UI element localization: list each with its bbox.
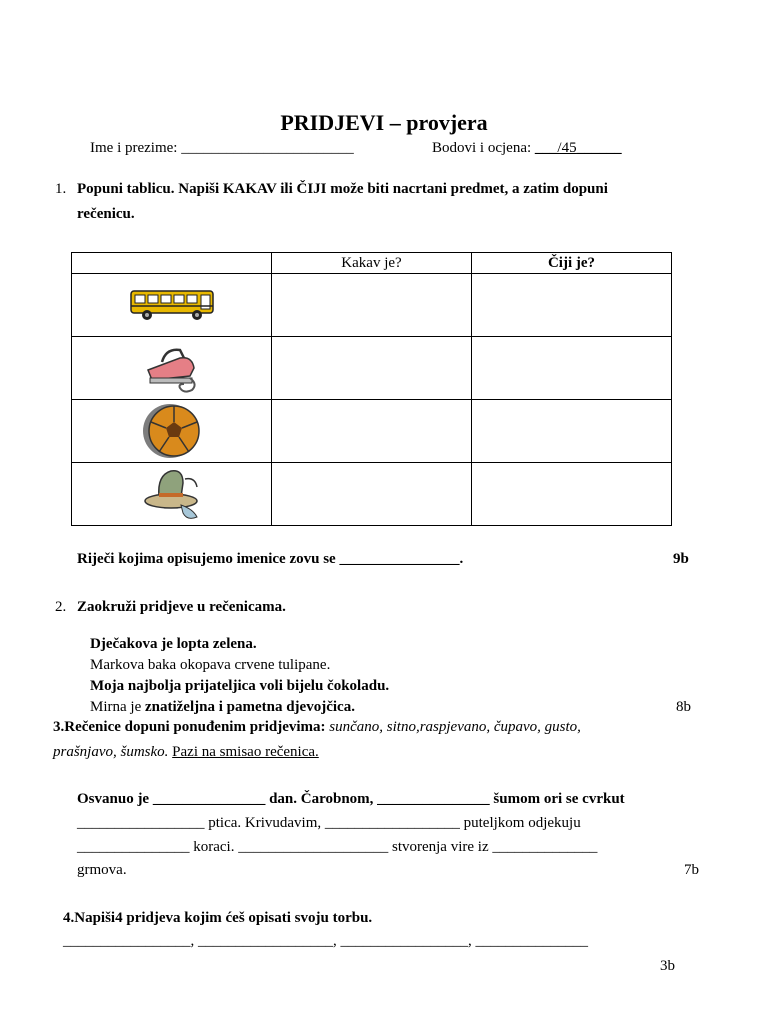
table-row bbox=[72, 274, 672, 337]
table-picture-cell bbox=[72, 337, 272, 400]
ball-icon bbox=[139, 402, 205, 460]
q1-line2: rečenicu. bbox=[77, 206, 135, 222]
table-picture-cell bbox=[72, 400, 272, 463]
table-picture-cell bbox=[72, 274, 272, 337]
q1-table bbox=[71, 252, 672, 526]
q4-blanks: _________________, __________________, _________________, _______________ bbox=[63, 933, 588, 949]
table-row bbox=[72, 337, 672, 400]
table-row bbox=[72, 400, 672, 463]
iron-icon bbox=[140, 340, 204, 396]
ciji-answer-cell[interactable] bbox=[472, 463, 672, 526]
q2-number: 2. bbox=[55, 599, 67, 615]
school-bus-icon bbox=[127, 287, 217, 323]
q4-points: 3b bbox=[660, 958, 675, 974]
q2-points: 8b bbox=[676, 699, 691, 715]
ciji-answer-cell[interactable] bbox=[472, 337, 672, 400]
score-label: Bodovi i ocjena: bbox=[432, 140, 532, 156]
q2-sentence: Dječakova je lopta zelena. bbox=[90, 636, 257, 652]
q3-instruction: 3.Rečenice dopuni ponuđenim pridjevima: sunčano, sitno,raspjevano, čupavo, gusto, bbox=[53, 719, 581, 735]
kakav-answer-cell[interactable] bbox=[272, 337, 472, 400]
ciji-answer-cell[interactable] bbox=[472, 400, 672, 463]
name-label: Ime i prezime: _______________________ bbox=[90, 140, 354, 156]
q3-line: _________________ ptica. Krivudavim, __________________ puteljkom odjekuju bbox=[77, 815, 581, 831]
ciji-answer-cell[interactable] bbox=[472, 274, 672, 337]
score-field bbox=[432, 140, 622, 157]
kakav-answer-cell[interactable] bbox=[272, 274, 472, 337]
page-title: PRIDJEVI – provjera bbox=[280, 110, 488, 135]
q2-sentence: Markova baka okopava crvene tulipane. bbox=[90, 657, 331, 673]
table-header-kakav: Kakav je? bbox=[272, 253, 472, 274]
kakav-answer-cell[interactable] bbox=[272, 400, 472, 463]
table-picture-cell bbox=[72, 463, 272, 526]
table-header-cell bbox=[72, 253, 272, 274]
q2-sentence: Mirna je znatiželjna i pametna djevojčica. bbox=[90, 699, 355, 715]
q2-sentence: Moja najbolja prijateljica voli bijelu čokoladu. bbox=[90, 678, 390, 694]
q3-note: Pazi na smisao rečenica. bbox=[172, 744, 319, 760]
q3-line: _______________ koraci. ____________________ stvorenja vire iz ______________ bbox=[77, 839, 598, 855]
kakav-answer-cell[interactable] bbox=[272, 463, 472, 526]
q3-points: 7b bbox=[684, 862, 699, 878]
q2-instruction: 2. Zaokruži pridjeve u rečenicama. bbox=[55, 599, 286, 615]
hat-icon bbox=[137, 465, 207, 523]
q1-line1: Popuni tablicu. Napiši KAKAV ili ČIJI može biti nacrtani predmet, a zatim dopuni bbox=[77, 181, 608, 197]
q1-number: 1. bbox=[55, 181, 67, 197]
table-header-ciji: Čiji je? bbox=[472, 253, 672, 274]
q3-instruction-line2: prašnjavo, šumsko. Pazi na smisao rečenica. bbox=[53, 744, 319, 760]
q3-line: Osvanuo je _______________ dan. Čarobnom, _______________ šumom ori se cvrkut bbox=[77, 791, 625, 807]
table-row bbox=[72, 463, 672, 526]
score-blank: ___/45______ bbox=[534, 140, 622, 156]
table-header-row bbox=[72, 253, 672, 274]
q4-instruction: 4.Napiši4 pridjeva kojim ćeš opisati svoju torbu. bbox=[63, 910, 373, 926]
q1-sentence: Riječi kojima opisujemo imenice zovu se ________________. bbox=[77, 551, 464, 567]
q1-points: 9b bbox=[673, 551, 689, 567]
q1-instruction bbox=[55, 181, 608, 198]
q3-line: grmova. bbox=[77, 862, 127, 878]
